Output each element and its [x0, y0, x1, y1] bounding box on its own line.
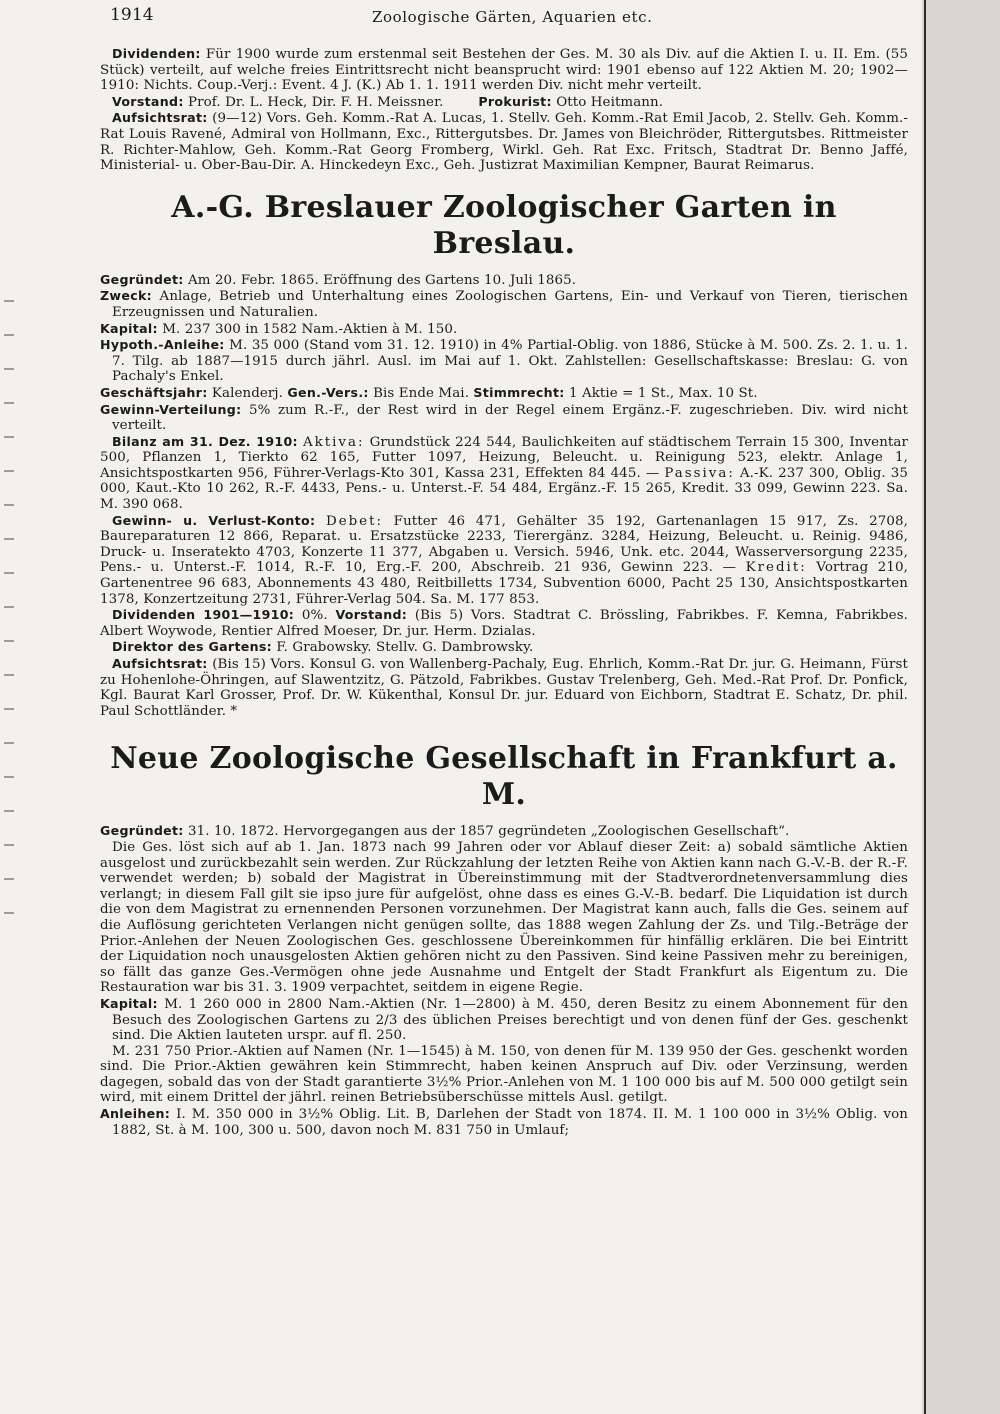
page-number: 1914 [110, 5, 154, 25]
berlin-vorstand [100, 94, 908, 111]
label-geschaeftsjahr: Geschäftsjahr: [100, 384, 208, 400]
text-bilanz-aktiva: Grundstück 224 544, Baulichkeiten auf städtischem Terrain 15 300, Inventar 500, Pflanzen 1, Tierkto 62 165, Futter 1097, Heizung, Beleucht. u. Reinigung 523, elektr. Anlage 1, Ansichtspostkarten 956, Führer-Verlags-Kto 301, Kassa 231, Effekten 84 445. — [100, 434, 908, 481]
text-vorstand-breslau: (Bis 5) Vors. Stadtrat C. Brössling, Fabrikbes. F. Kemna, Fabrikbes. Albert Woywode, Rentier Alfred Moeser, Dr. jur. Herm. Dzialas. [100, 608, 909, 639]
text-geschaeftsjahr: Kalenderj. [211, 385, 284, 401]
text-vorstand: Prof. Dr. L. Heck, Dir. F. H. Meissner. [188, 94, 444, 110]
text-bilanz-passiva: A.-K. 237 300, Oblig. 35 000, Kaut.-Kto 10 262, R.-F. 4433, Pens.- u. Unterst.-F. 54 484, Ergänz.-F. 15 265, Kredit. 33 099, Gewinn 223. Sa. M. 390 068. [100, 465, 908, 513]
label-aufsichtsrat: Aufsichtsrat: [112, 110, 208, 126]
text-hypoth: M. 35 000 (Stand vom 31. 12. 1910) in 4% Partial-Oblig. von 1886, Stücke à M. 500. Zs. 2. 1. u. 1. 7. Tilg. ab 1887—1915 durch jährl. Ausl. im Mai auf 1. Okt. Zahlstellen: Gesellschaftskasse: Breslau: G. von Pachaly's Enkel. [112, 338, 908, 385]
label-kapital: Kapital: [100, 320, 158, 336]
label-stimmrecht: Stimmrecht: [473, 384, 565, 400]
label-anleihen: Anleihen: [100, 1106, 171, 1122]
text-anleihen: I. M. 350 000 in 3½% Oblig. Lit. B, Darlehen der Stadt von 1874. II. M. 1 100 000 in 3½% Oblig. von 1882, St. à M. 100, 300 u. 500, davon noch M. 831 750 in Umlauf; [112, 1107, 908, 1138]
breslau-direktor [100, 639, 908, 656]
running-title: Zoologische Gärten, Aquarien etc. [372, 8, 653, 26]
text-guv-kredit: Vortrag 210, Gartenentree 96 683, Abonnements 43 480, Reitbilletts 1734, Subvention 6000, Pacht 25 130, Ansichtspostkarten 1378, Konzertzeitung 2731, Führer-Verlag 504. Sa. M. 177 853. [100, 560, 909, 607]
page [100, 5, 909, 1408]
breslau-dividenden-vorstand [100, 607, 908, 639]
breslau-title: A.-G. Breslauer Zoologischer Garten in Breslau. [171, 189, 837, 261]
frankfurt-prior-aktien: M. 231 750 Prior.-Aktien auf Namen (Nr. 1—1545) à M. 150, von denen für M. 139 950 der Ges. geschenkt worden sind. Die Prior.-Aktien gewähren kein Stimmrecht, haben keinen Anspruch auf Div. oder Verzinsung, werden dagegen, sobald das von der Stadt garantierte 3½% Prior.-Anlehen von M. 1 100 000 bis auf M. 500 000 getilgt sein wird, mit einem Drittel der jährl. reinen Betriebsüberschüsse mittels Ausl. getilgt. [100, 1043, 908, 1106]
text-dividenden: Für 1900 wurde zum erstenmal seit Bestehen der Ges. M. 30 als Div. auf die Aktien I. u. II. Em. (55 Stück) verteilt, auf welche freies Eintrittsrecht nicht beansprucht wird: 1901 ebenso auf 122 Aktien M. 20; 1902—1910: Nichts. Coup.-Verj.: Event. 4 J. (K.) Ab 1. 1. 1911 werden Div. nicht mehr verteilt. [100, 47, 909, 94]
word-debet: Debet: [325, 513, 384, 529]
label-bilanz: Bilanz am 31. Dez. 1910: [112, 433, 298, 449]
label-prokurist: Prokurist: [478, 93, 552, 109]
page-edge-line [924, 0, 926, 1414]
text-gegruendet-frankfurt: 31. 10. 1872. Hervorgegangen aus der 1857 gegründeten „Zoologischen Gesellschaft“. [188, 824, 790, 840]
text-stimmrecht: 1 Aktie = 1 St., Max. 10 St. [568, 385, 758, 401]
label-vorstand-breslau: Vorstand: [335, 607, 408, 623]
label-genvers: Gen.-Vers.: [287, 384, 369, 400]
word-kredit: Kredit: [745, 560, 807, 576]
text-aufsichtsrat-breslau: (Bis 15) Vors. Konsul G. von Wallenberg-Pachaly, Eug. Ehrlich, Komm.-Rat Dr. jur. G. Heimann, Fürst zu Hohenlohe-Öhringen, auf Slawentzitz, G. Pätzold, Fabrikbes. Gustav Trelenberg, Geh. Med.-Rat Prof. Dr. Ponfick, Kgl. Baurat Karl Grosser, Prof. Dr. W. Kükenthal, Konsul Dr. jur. Eduard von Eichborn, Stadtrat E. Schatz, Dr. phil. Paul Schottländer. * [100, 657, 908, 719]
label-guv: Gewinn- u. Verlust-Konto: [112, 512, 316, 528]
text-gewinnverteilung: 5% zum R.-F., der Rest wird in der Regel einem Ergänz.-F. zugeschrieben. Div. wird nicht verteilt. [112, 402, 908, 434]
label-vorstand: Vorstand: [112, 93, 184, 109]
frankfurt-anleihen [100, 1106, 908, 1138]
breslau-gewinnverteilung [100, 402, 908, 434]
text-direktor: F. Grabowsky. Stellv. G. Dambrowsky. [276, 640, 534, 656]
frankfurt-kapital [100, 996, 908, 1044]
text-prokurist: Otto Heitmann. [556, 94, 664, 110]
page-edge [922, 0, 1000, 1414]
berlin-aufsichtsrat [100, 110, 908, 173]
label-gegruendet-frankfurt: Gegründet: [100, 823, 184, 839]
label-hypoth: Hypoth.-Anleihe: [100, 337, 225, 353]
text-dividenden-breslau: 0%. [301, 608, 328, 624]
berlin-dividenden [100, 46, 908, 94]
label-dividenden-breslau: Dividenden 1901—1910: [112, 607, 295, 623]
running-header [100, 5, 908, 32]
left-margin-marks [4, 300, 14, 940]
breslau-kapital [100, 321, 908, 338]
text-zweck: Anlage, Betrieb und Unterhaltung eines Zoologischen Gartens, Ein- und Verkauf von Tieren, tierischen Erzeugnissen und Naturalien. [112, 289, 908, 320]
text-genvers: Bis Ende Mai. [373, 385, 470, 401]
label-kapital-frankfurt: Kapital: [100, 995, 158, 1011]
label-gewinnverteilung: Gewinn-Verteilung: [100, 401, 242, 417]
text-gegruendet: Am 20. Febr. 1865. Eröffnung des Gartens 10. Juli 1865. [188, 272, 577, 288]
breslau-guv [100, 513, 908, 608]
frankfurt-title: Neue Zoologische Gesellschaft in Frankfurt a. M. [110, 741, 898, 813]
text-aufsichtsrat: (9—12) Vors. Geh. Komm.-Rat A. Lucas, 1. Stellv. Geh. Komm.-Rat Emil Jacob, 2. Stellv. Geh. Komm.-Rat Louis Ravené, Admiral von Hollmann, Exc., Rittergutsbes. Dr. James von Bleichröder, Rittergutsbes. Rittmeister R. Richter-Mahlow, Geh. Komm.-Rat Georg Fromberg, Wirkl. Geh. Rat Exc. Fritsch, Stadtrat Dr. Benno Jaffé, Ministerial- u. Ober-Bau-Dir. A. Hinckedeyn Exc., Geh. Justizrat Maximilian Kempner, Baurat Reimarus. [100, 111, 908, 174]
frankfurt-gegruendet [100, 823, 908, 840]
frankfurt-aufloesung: Die Ges. löst sich auf ab 1. Jan. 1873 nach 99 Jahren oder vor Ablauf dieser Zeit: a) sobald sämtliche Aktien ausgelost und zurückbezahlt sein werden. Zur Rückzahlung der letzten Reihe von Aktien kann nach G.-V.-B. der R.-F. verwendet werden; b) sobald der Magistrat in Übereinstimmung mit der Stadtverordnetenversammlung dies verlangt; in diesem Fall gilt sie ipso jure für aufgelöst, ohne dass es eines G.-V.-B. bedarf. Die Liquidation ist durch die von dem Magistrat zu ernennenden Personen vorzunehmen. Der Magistrat kann auch, falls die Ges. seinem auf die Auflösung gerichteten Verlangen nicht genügen sollte, das 1888 wegen Zahlung der Zs. und Tilg.-Beträge der Prior.-Anlehen der Neuen Zoologischen Ges. geschlossene Übereinkommen für hinfällig erklären. Die bei Eintritt der Liquidation noch unausgelosten Aktien gehören nicht zu den Passiven. Sind keine Passiven mehr zu bereinigen, so fällt das ganze Ges.-Vermögen ohne jede Ausnahme und Entgelt der Stadt Frankfurt als Eigentum zu. Die Restauration war bis 31. 3. 1909 verpachtet, seitdem in eigene Regie. [100, 839, 908, 996]
breslau-hypoth [100, 337, 908, 385]
breslau-zweck [100, 288, 908, 320]
label-zweck: Zweck: [100, 288, 152, 304]
breslau-bilanz [100, 434, 908, 513]
breslau-gegruendet [100, 272, 908, 289]
label-dividenden: Dividenden: [112, 46, 201, 61]
text-kapital-frankfurt: M. 1 260 000 in 2800 Nam.-Aktien (Nr. 1—2800) à M. 450, deren Besitz zu einem Abonnement für den Besuch des Zoologischen Gartens zu 2/3 des üblichen Preises berechtigt und von denen fünf der Ges. geschenkt sind. Die Aktien lauteten urspr. auf fl. 250. [112, 996, 909, 1044]
word-aktiva: Aktiva: [302, 434, 365, 450]
text-kapital: M. 237 300 in 1582 Nam.-Aktien à M. 150. [162, 321, 458, 337]
label-gegruendet: Gegründet: [100, 271, 184, 287]
label-direktor: Direktor des Gartens: [112, 639, 273, 655]
text-guv-debet: Futter 46 471, Gehälter 35 192, Gartenanlagen 15 917, Zs. 2708, Baureparaturen 12 866, Reparat. u. Ersatzstücke 2233, Tierergänz. 3284, Heizung, Beleucht. u. Reinig. 9486, Druck- u. Inseratekto 4703, Konzerte 11 377, Abgaben u. Versich. 5946, Unk. etc. 2044, Wasserversorgung 2235, Pens.- u. Unterst.-F. 1014, R.-F. 10, Erg.-F. 200, Abschreib. 21 936, Gewinn 223. — [100, 513, 909, 576]
label-aufsichtsrat-breslau: Aufsichtsrat: [112, 656, 208, 671]
word-passiva: Passiva: [664, 465, 735, 481]
breslau-geschaeftsjahr [100, 385, 908, 402]
breslau-aufsichtsrat [100, 656, 908, 719]
